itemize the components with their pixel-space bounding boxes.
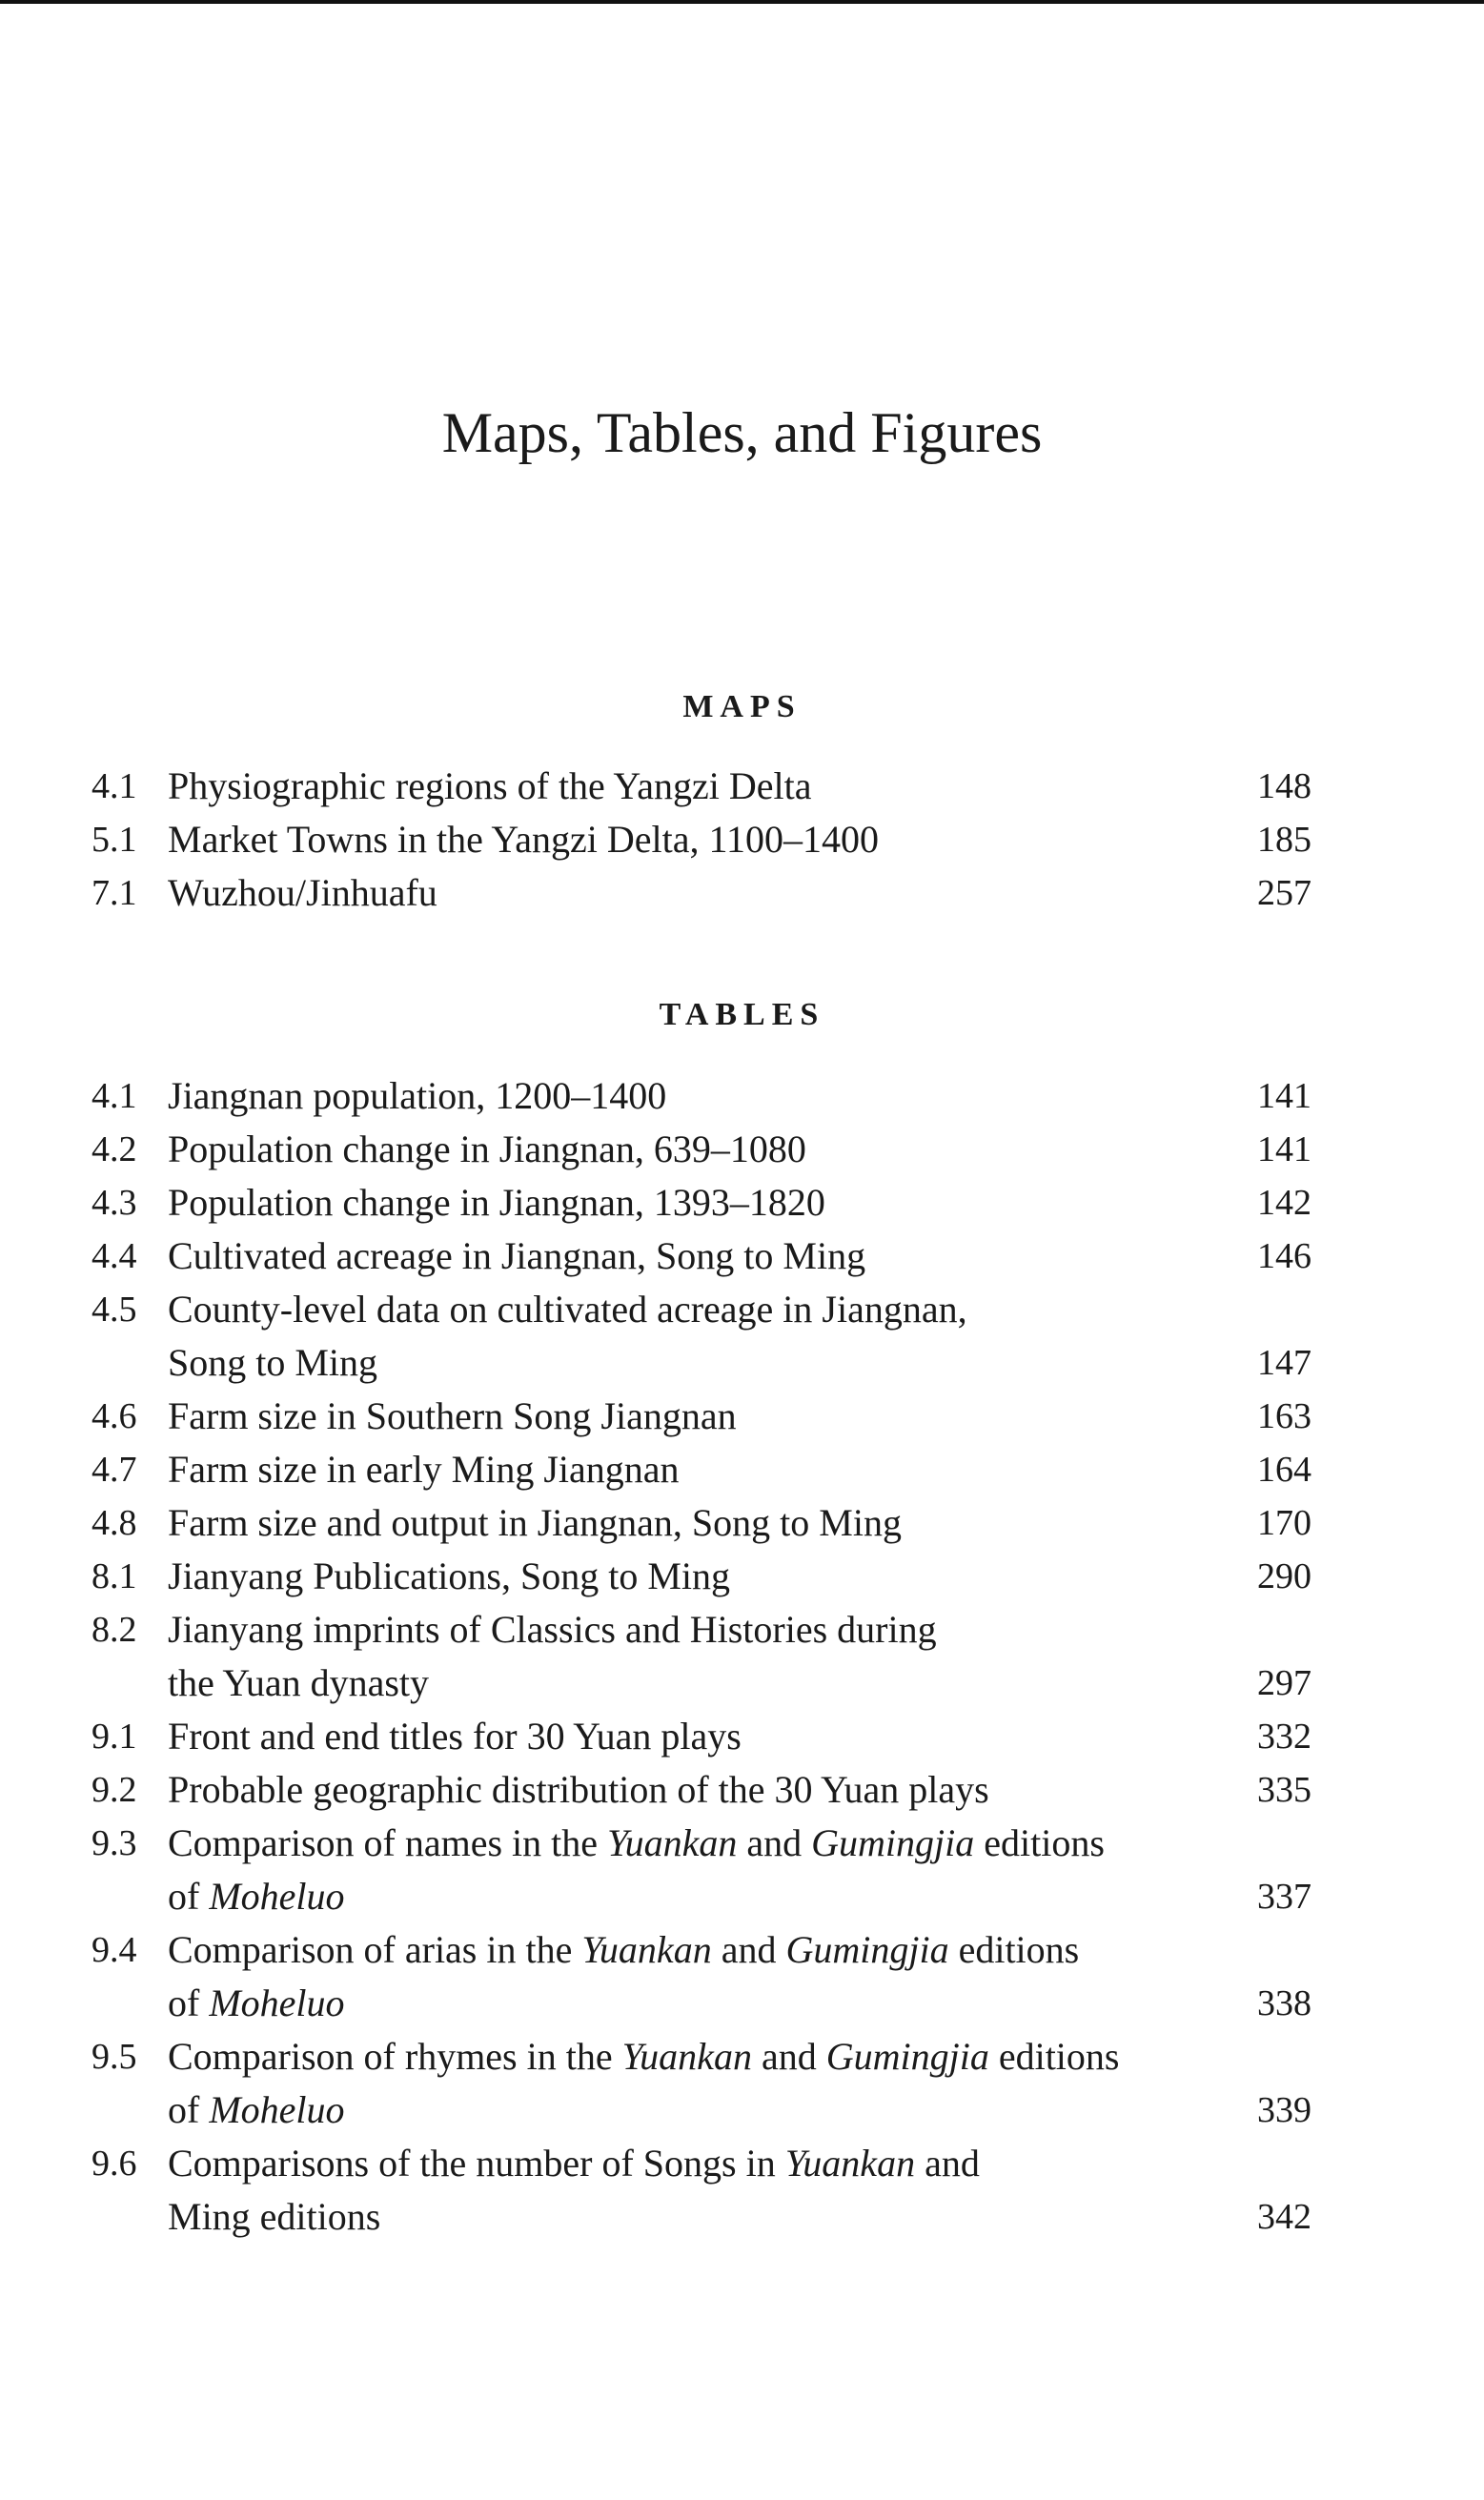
entry-number: 9.1 (91, 1717, 137, 1757)
entry-number: 9.6 (91, 2144, 137, 2184)
entry-number: 4.4 (91, 1236, 137, 1276)
entry-title: Probable geographic distribution of the 30 Yuan plays (168, 1768, 989, 1811)
list-item (91, 1923, 1311, 2030)
tables-list (91, 1069, 1311, 2244)
list-item (91, 866, 1311, 920)
entry-page: 170 (1257, 1503, 1311, 1543)
list-item (91, 2137, 1311, 2244)
entry-title: Jianyang Publications, Song to Ming (168, 1555, 730, 1597)
entry-number: 4.6 (91, 1396, 137, 1436)
entry-title: Physiographic regions of the Yangzi Delta (168, 764, 812, 807)
entry-title: Front and end titles for 30 Yuan plays (168, 1715, 742, 1758)
entry-number: 4.2 (91, 1129, 137, 1169)
list-item (91, 1603, 1311, 1710)
list-item (91, 1763, 1311, 1817)
entry-title: Comparison of rhymes in the Yuankan and Gumingjia editions of Moheluo (168, 2035, 1120, 2131)
entry-title: Jianyang imprints of Classics and Histories during the Yuan dynasty (168, 1608, 937, 1704)
list-item (91, 1550, 1311, 1603)
list-item (91, 760, 1311, 813)
list-item (91, 1443, 1311, 1496)
entry-page: 164 (1257, 1450, 1311, 1490)
entry-page: 148 (1257, 766, 1311, 806)
list-item (91, 1817, 1311, 1923)
section-heading-maps: MAPS (682, 689, 802, 724)
entry-page: 338 (1257, 1983, 1311, 2023)
entry-page: 185 (1257, 820, 1311, 860)
entry-number: 9.5 (91, 2037, 137, 2077)
entry-title: County-level data on cultivated acreage in Jiangnan, Song to Ming (168, 1288, 967, 1384)
entry-title: Population change in Jiangnan, 639–1080 (168, 1128, 806, 1170)
entry-page: 290 (1257, 1556, 1311, 1596)
entry-page: 339 (1257, 2090, 1311, 2130)
entry-number: 7.1 (91, 873, 137, 913)
entry-title: Jiangnan population, 1200–1400 (168, 1074, 667, 1117)
entry-number: 8.1 (91, 1556, 137, 1596)
list-item (91, 1496, 1311, 1550)
entry-page: 335 (1257, 1770, 1311, 1810)
section-heading-tables: TABLES (659, 997, 825, 1032)
entry-page: 257 (1257, 873, 1311, 913)
list-item (91, 1390, 1311, 1443)
entry-title: Comparisons of the number of Songs in Yuankan and Ming editions (168, 2142, 980, 2238)
list-item (91, 1283, 1311, 1390)
entry-page: 147 (1257, 1343, 1311, 1383)
list-item (91, 1710, 1311, 1763)
entry-number: 8.2 (91, 1610, 137, 1650)
entry-title: Comparison of arias in the Yuankan and Gumingjia editions of Moheluo (168, 1928, 1080, 2024)
entry-title: Farm size in Southern Song Jiangnan (168, 1394, 737, 1437)
entry-title: Cultivated acreage in Jiangnan, Song to Ming (168, 1234, 866, 1277)
entry-number: 5.1 (91, 820, 137, 860)
entry-number: 4.7 (91, 1450, 137, 1490)
entry-number: 9.2 (91, 1770, 137, 1810)
entry-page: 297 (1257, 1663, 1311, 1703)
entry-title: Wuzhou/Jinhuafu (168, 871, 437, 914)
entry-page: 146 (1257, 1236, 1311, 1276)
entry-number: 4.8 (91, 1503, 137, 1543)
entry-number: 4.1 (91, 1076, 137, 1116)
list-item (91, 1123, 1311, 1176)
list-item (91, 1230, 1311, 1283)
entry-number: 4.1 (91, 766, 137, 806)
page-title: Maps, Tables, and Figures (441, 401, 1043, 464)
maps-list (91, 760, 1311, 920)
entry-page: 163 (1257, 1396, 1311, 1436)
entry-page: 141 (1257, 1129, 1311, 1169)
entry-number: 9.4 (91, 1930, 137, 1970)
entry-title: Market Towns in the Yangzi Delta, 1100–1400 (168, 818, 880, 861)
entry-number: 9.3 (91, 1823, 137, 1863)
list-item (91, 1069, 1311, 1123)
entry-title: Farm size and output in Jiangnan, Song to Ming (168, 1501, 902, 1544)
entry-number: 4.5 (91, 1290, 137, 1330)
entry-title: Population change in Jiangnan, 1393–1820 (168, 1181, 825, 1224)
list-item (91, 813, 1311, 866)
entry-page: 141 (1257, 1076, 1311, 1116)
entry-title: Comparison of names in the Yuankan and Gumingjia editions of Moheluo (168, 1821, 1105, 1918)
top-rule (0, 0, 1484, 4)
entry-page: 142 (1257, 1183, 1311, 1223)
entry-page: 342 (1257, 2197, 1311, 2237)
list-item (91, 2030, 1311, 2137)
list-item (91, 1176, 1311, 1230)
entry-title: Farm size in early Ming Jiangnan (168, 1448, 680, 1491)
entry-number: 4.3 (91, 1183, 137, 1223)
entry-page: 332 (1257, 1717, 1311, 1757)
entry-page: 337 (1257, 1877, 1311, 1917)
